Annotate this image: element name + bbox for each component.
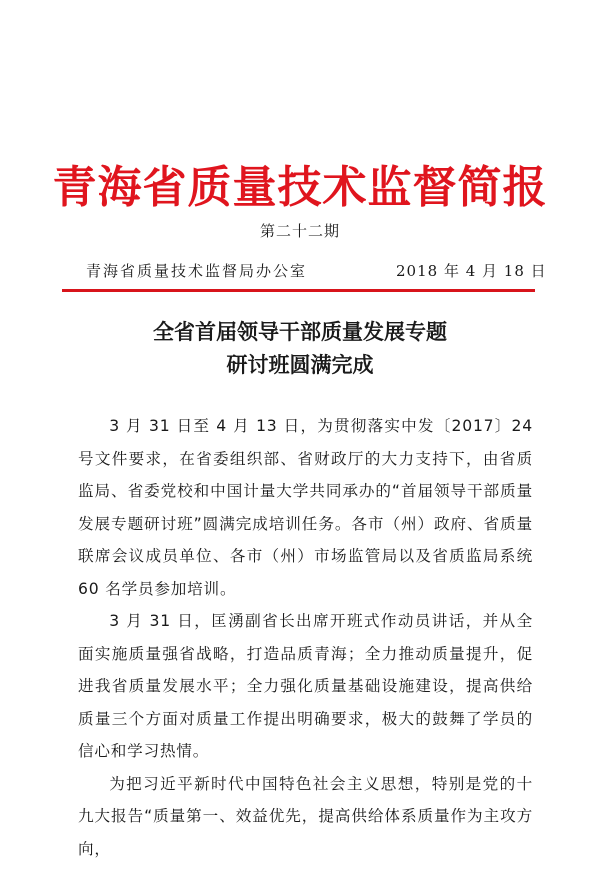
masthead-title: 青海省质量技术监督简报 xyxy=(52,162,548,213)
headline-line-2: 研讨班圆满完成 xyxy=(226,352,374,377)
paragraph: 为把习近平新时代中国特色社会主义思想，特别是党的十九大报告“质量第一、效益优先，提高供给体系质量作为主攻方向， xyxy=(78,774,533,858)
issue-number: 第二十二期 xyxy=(259,222,340,240)
headline-line-1: 全省首届领导干部质量发展专题 xyxy=(153,319,447,344)
red-divider xyxy=(62,289,535,292)
paragraph: 3 月 31 日，匡湧副省长出席开班式作动员讲话，并从全面实施质量强省战略，打造品质青海；全力推动质量提升，促进我省质量发展水平；全力强化质量基础设施建设，提高供给质量三个方面对质量工作提出明确要求，极大的鼓舞了学员的信心和学习热情。 xyxy=(78,612,533,760)
issuer: 青海省质量技术监督局办公室 xyxy=(86,262,308,280)
issue-date: 2018 年 4 月 18 日 xyxy=(396,262,547,280)
article-headline xyxy=(0,315,600,381)
paragraph: 3 月 31 日至 4 月 13 日，为贯彻落实中发〔2017〕24 号文件要求，在省委组织部、省财政厅的大力支持下，由省质监局、省委党校和中国计量大学共同承办的“首届领导干部质量发展专题研讨班”圆满完成培训任务。各市（州）政府、省质量联席会议成员单位、各市（州）市场监管局以及省质监局系统 60 名学员参加培训。 xyxy=(78,417,533,598)
article-body xyxy=(78,410,533,865)
